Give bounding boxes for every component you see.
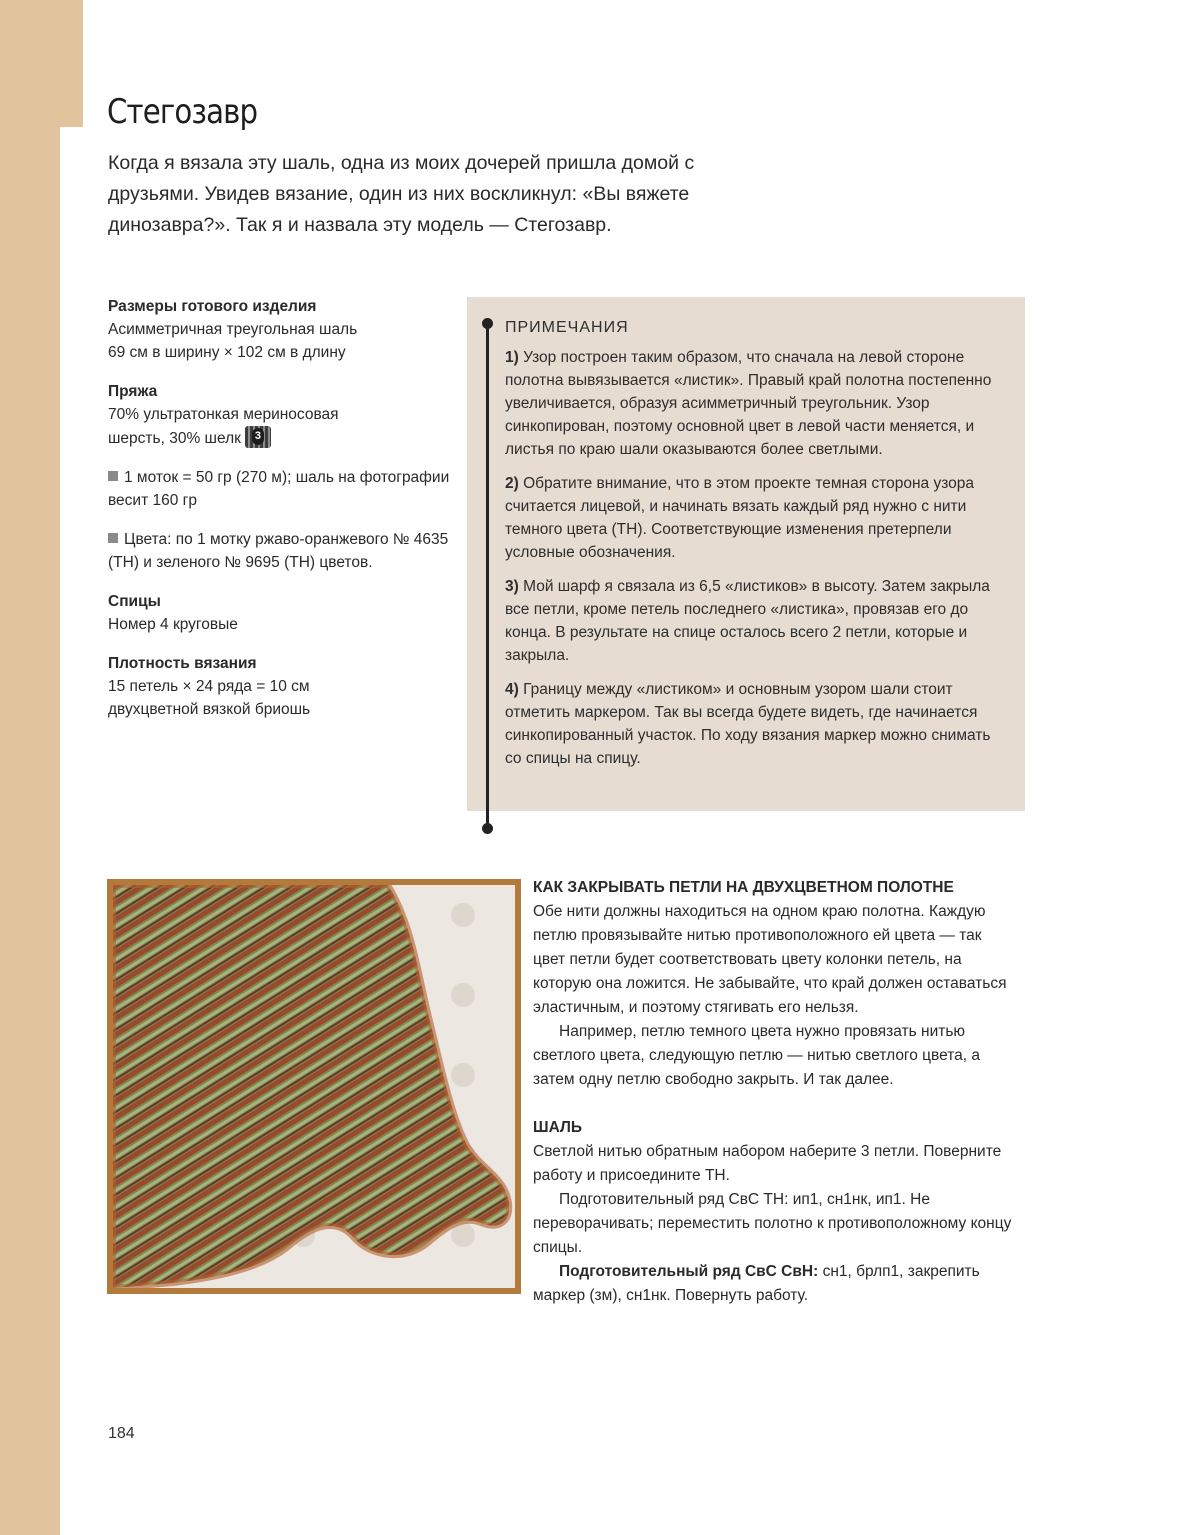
spacer [533, 1092, 1013, 1116]
bindoff-heading: КАК ЗАКРЫВАТЬ ПЕТЛИ НА ДВУХЦВЕТНОМ ПОЛОТНЕ [533, 879, 954, 896]
note-text: Узор построен таким образом, что сначала на левой стороне полотна вывязывается «листик». Правый край полотна постепенно увеличивается, образуя асимметричный треугольник. Узор синкопирован, поэтому основной цвет в левой части меняется, и листья по краю шали оказываются более светлыми. [505, 349, 992, 458]
notes-rule-top-dot [482, 318, 493, 329]
spec-text-row [108, 426, 453, 450]
spec-heading: Пряжа [108, 383, 158, 400]
spec-text: Номер 4 круговые [108, 616, 238, 633]
note-number: 3) [505, 578, 519, 595]
row-label: Подготовительный ряд СвС СвН: [559, 1263, 819, 1280]
note-number: 2) [505, 475, 519, 492]
bindoff-paragraph: Например, петлю темного цвета нужно провязать нитью светлого цвета, следующую петлю — нитью светлого цвета, а затем одну петлю свободно закрыть. И так далее. [533, 1023, 980, 1088]
note-item [505, 575, 1010, 667]
shawl-heading: ШАЛЬ [533, 1119, 582, 1136]
note-text: Мой шарф я связала из 6,5 «листиков» в высоту. Затем закрыла все петли, кроме петель последнего «листика», провязав его до конца. В результате на спице осталось всего 2 петли, которые и закрыла. [505, 578, 990, 664]
spec-gauge [108, 652, 453, 721]
shawl-photo [113, 885, 515, 1288]
spec-yarn [108, 380, 453, 450]
spec-text: двухцветной вязкой бриошь [108, 701, 311, 718]
spec-size [108, 295, 453, 364]
spec-skein [108, 466, 453, 512]
bullet-square-icon [108, 533, 118, 543]
shawl-paragraph: Подготовительный ряд СвС ТН: ип1, сн1нк, ип1. Не переворачивать; переместить полотно к противоположному концу спицы. [533, 1191, 1012, 1256]
yarn-weight-icon [245, 426, 271, 448]
row-instructions: сн1, брлп1, закрепить маркер (зм), сн1нк. Повернуть работу. [533, 1263, 980, 1304]
note-item [505, 472, 1010, 564]
note-text: Обратите внимание, что в этом проекте темная сторона узора считается лицевой, и начинать вязать каждый ряд нужно с нити темного цвета (ТН). Соответствующие изменения претерпели условные обозначения. [505, 475, 974, 561]
note-number: 1) [505, 349, 519, 366]
notes-rule-bottom-dot [482, 823, 493, 834]
knitted-shawl-image [113, 885, 515, 1288]
note-number: 4) [505, 681, 519, 698]
shawl-paragraph [533, 1260, 1013, 1308]
corner-strip [0, 0, 83, 127]
note-text: Границу между «листиком» и основным узором шали стоит отметить маркером. Так вы всегда будете видеть, где начинается синкопированный участок. По ходу вязания маркер можно снимать со спицы на спицу. [505, 681, 991, 767]
spec-heading: Плотность вязания [108, 655, 257, 672]
note-item [505, 346, 1010, 461]
bindoff-paragraph: Обе нити должны находиться на одном краю полотна. Каждую петлю провязывайте нитью противоположного ей цвета — так цвет петли будет соответствовать цвету колонки петель, на которую она ложится. Не забывайте, что край должен оставаться эластичным, и поэтому стягивать его нельзя. [533, 903, 1007, 1016]
spec-text: 69 см в ширину × 102 см в длину [108, 344, 346, 361]
spec-text: Цвета: по 1 мотку ржаво-оранжевого № 4635 (ТН) и зеленого № 9695 (ТН) цветов. [108, 531, 449, 571]
spec-needles [108, 590, 453, 636]
specs-column [108, 295, 453, 737]
notes-title: ПРИМЕЧАНИЯ [505, 319, 629, 336]
spec-text: 15 петель × 24 ряда = 10 см [108, 678, 310, 695]
notes-vertical-rule [486, 323, 489, 829]
page-number: 184 [108, 1425, 135, 1442]
spec-text: 1 моток = 50 гр (270 м); шаль на фотографии весит 160 гр [108, 469, 450, 509]
intro-paragraph: Когда я вязала эту шаль, одна из моих дочерей пришла домой с друзьями. Увидев вязание, один из них воскликнул: «Вы вяжете динозавра?». Так я и назвала эту модель — Стегозавр. [108, 152, 695, 236]
shawl-photo-frame [107, 879, 521, 1294]
spec-heading: Спицы [108, 593, 161, 610]
yarn-weight-number: 3 [252, 428, 264, 445]
notes-content [505, 316, 1010, 781]
bullet-square-icon [108, 471, 118, 481]
spec-text: Асимметричная треугольная шаль [108, 321, 358, 338]
spec-text: шерсть, 30% шелк [108, 430, 241, 447]
shawl-paragraph: Светлой нитью обратным набором наберите 3 петли. Поверните работу и присоедините ТН. [533, 1143, 1002, 1184]
note-item [505, 678, 1010, 770]
page-title: Стегозавр [107, 92, 258, 132]
spec-heading: Размеры готового изделия [108, 298, 317, 315]
spec-text: 70% ультратонкая мериносовая [108, 406, 339, 423]
method-column [533, 876, 1013, 1308]
spec-colors [108, 528, 453, 574]
side-strip [0, 0, 60, 1535]
